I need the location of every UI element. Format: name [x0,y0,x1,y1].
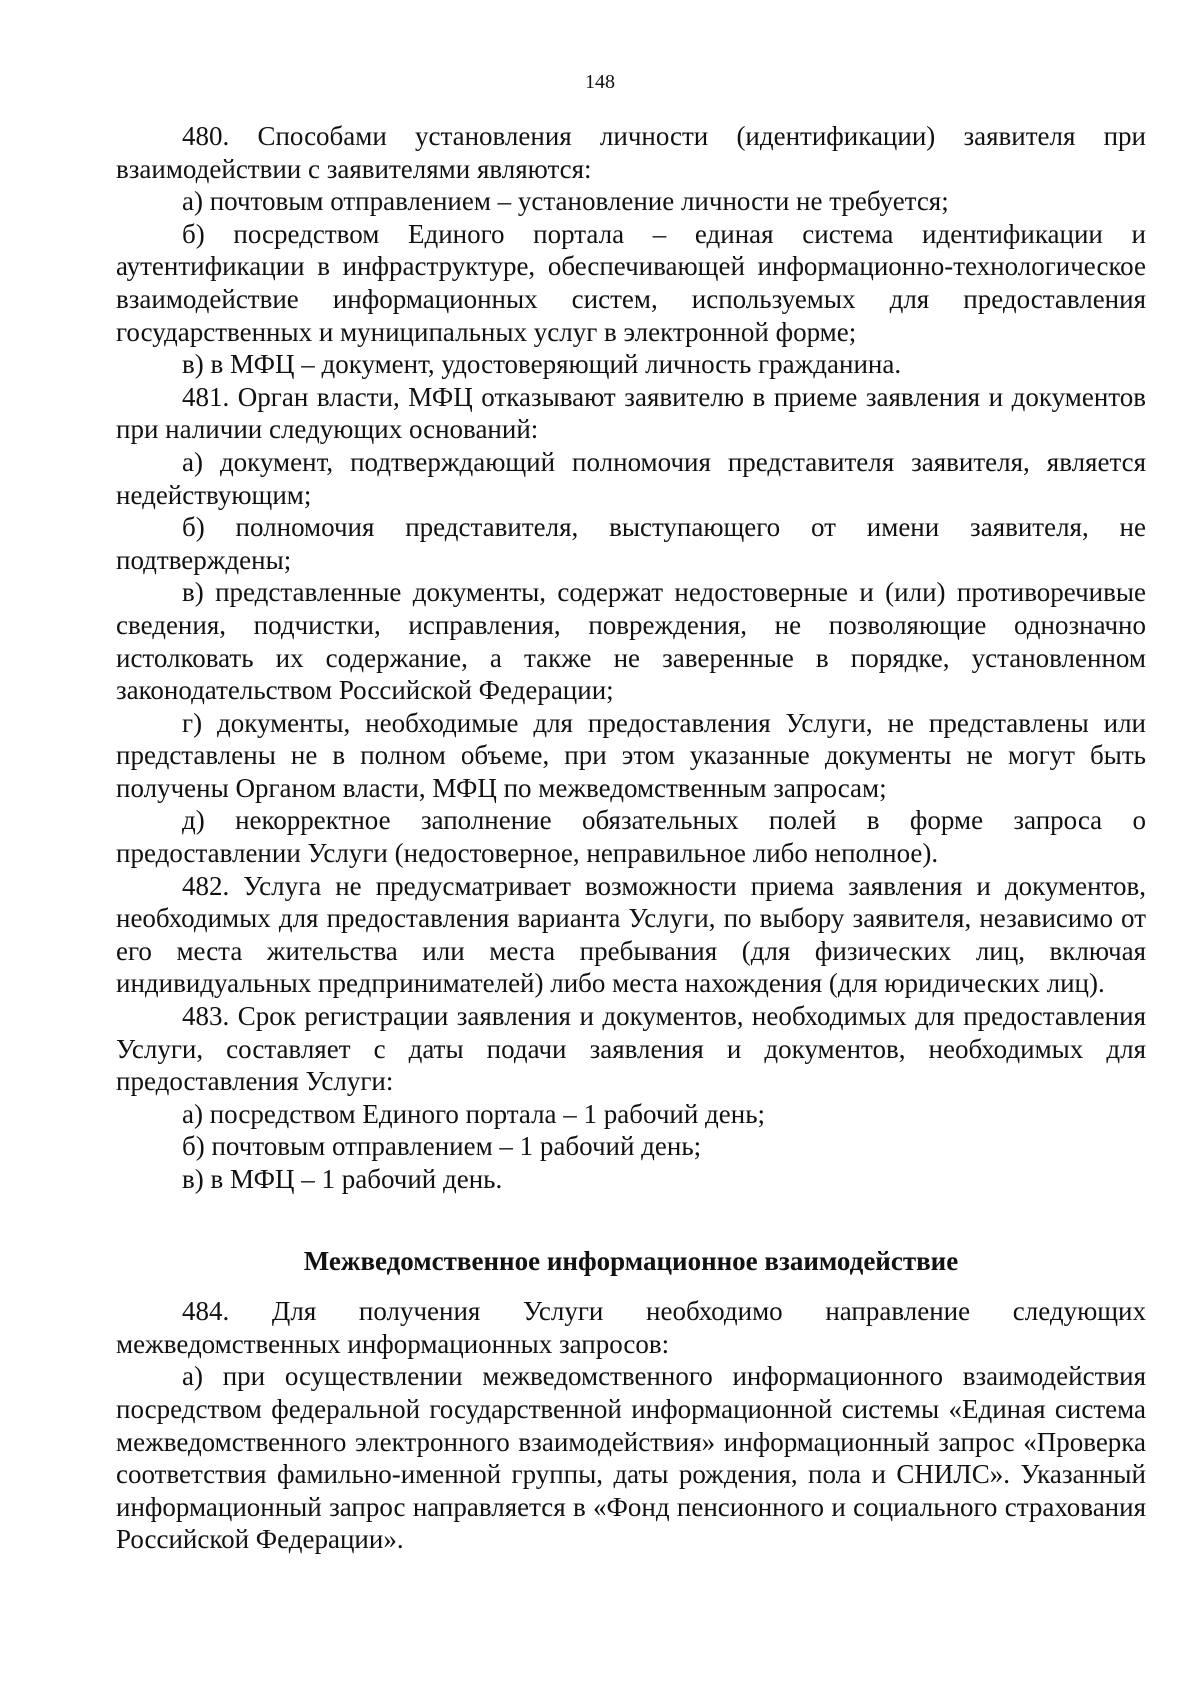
paragraph-483: 483. Срок регистрации заявления и документов, необходимых для предоставления Услуги, составляет с даты подачи заявления и документов, необходимых для предоставления Услуги: [116,1001,1146,1097]
page-number: 148 [585,71,615,93]
paragraph-480-item-b: б) посредством Единого портала – единая система идентификации и аутентификации в инфраструктуре, обеспечивающей информационно-технологическое взаимодействие информационных систем, используемых для предоставления государственных и муниципальных услуг в электронной форме; [116,218,1146,347]
section-heading: Межведомственное информационное взаимодействие [303,1245,959,1276]
paragraph-484: 484. Для получения Услуги необходимо направление следующих межведомственных информационных запросов: [116,1296,1146,1359]
paragraph-481-item-d: д) некорректное заполнение обязательных полей в форме запроса о предоставлении Услуги (недостоверное, неправильное либо неполное). [116,805,1146,869]
paragraph-483-item-b: б) почтовым отправлением – 1 рабочий день; [182,1131,702,1162]
paragraph-480: 480. Способами установления личности (идентификации) заявителя при взаимодействии с заявителями являются: [116,121,1146,184]
paragraph-480-item-v: в) в МФЦ – документ, удостоверяющий личность гражданина. [182,349,902,380]
paragraph-480-item-a: а) почтовым отправлением – установление личности не требуется; [182,186,949,217]
paragraph-481-item-a: а) документ, подтверждающий полномочия представителя заявителя, является недействующим; [116,446,1146,510]
paragraph-481-item-g: г) документы, необходимые для предоставления Услуги, не представлены или представлены не в полном объеме, при этом указанные документы не могут быть получены Органом власти, МФЦ по межведомственным запросам; [116,707,1146,803]
paragraph-481-item-v: в) представленные документы, содержат недостоверные и (или) противоречивые сведения, подчистки, исправления, повреждения, не позволяющие однозначно истолковать их содержание, а также не заверенные в порядке, установленном законодательством Российской Федерации; [116,577,1146,706]
document-body [116,120,1146,1556]
paragraph-481-item-b: б) полномочия представителя, выступающего от имени заявителя, не подтверждены; [116,512,1146,575]
paragraph-483-item-a: а) посредством Единого портала – 1 рабочий день; [182,1098,766,1129]
paragraph-482: 482. Услуга не предусматривает возможности приема заявления и документов, необходимых для предоставления варианта Услуги, по выбору заявителя, независимо от его места жительства или места пребывания (для физических лиц, включая индивидуальных предпринимателей) либо места нахождения (для юридических лиц). [116,870,1146,999]
paragraph-483-item-v: в) в МФЦ – 1 рабочий день. [182,1164,503,1194]
paragraph-481: 481. Орган власти, МФЦ отказывают заявителю в приеме заявления и документов при наличии следующих оснований: [116,381,1146,445]
paragraph-484-item-a: а) при осуществлении межведомственного информационного взаимодействия посредством федеральной государственной информационной системы «Единая система межведомственного электронного взаимодействия» информационный запрос «Проверка соответствия фамильно-именной группы, даты рождения, пола и СНИЛС». Указанный информационный запрос направляется в «Фонд пенсионного и социального страхования Российской Федерации». [116,1361,1146,1555]
